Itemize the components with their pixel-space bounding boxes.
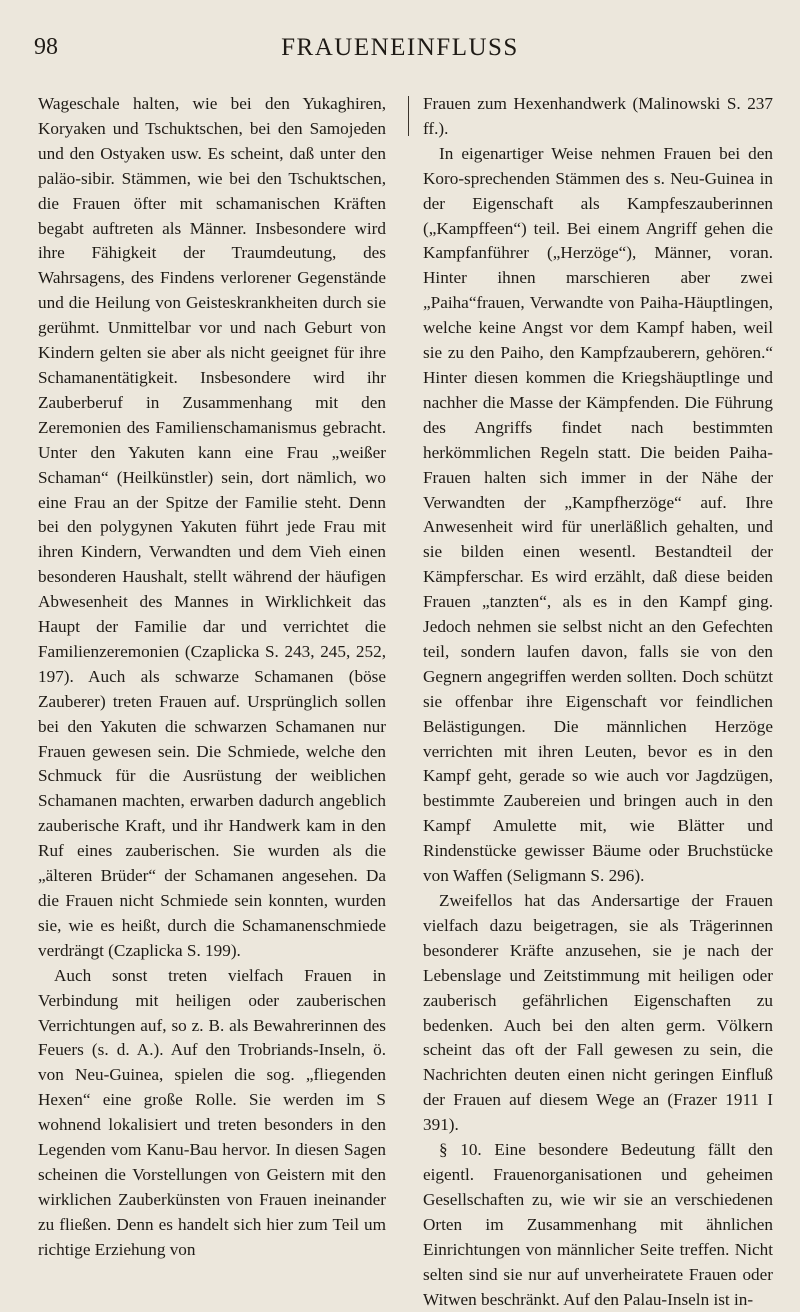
- paragraph: Zweifellos hat das Andersartige der Frauen vielfach dazu beigetragen, sie als Trägerinnen besonderer Kräfte anzusehen, sie je nach der Lebenslage und Zeitstimmung mit heiligen oder zauberisch gefährlichen Eigenschaften zu bedenken. Auch bei den alten germ. Völkern scheint das oft der Fall gewesen zu sein, die Nachrichten deuten einen nicht geringen Einfluß der Frauen auf diesem Wege an (Frazer 1911 I 391).: [423, 891, 773, 1135]
- right-column: [423, 92, 773, 1312]
- paragraph: § 10. Eine besondere Bedeutung fällt den eigentl. Frauenorganisationen und geheimen Gesellschaften zu, wie wir sie an verschiedenen Orten im Zusammenhang mit ähnlichen Einrichtungen von männlicher Seite treffen. Nicht selten sind sie nur auf unverheiratete Frauen oder Witwen beschränkt. Auf den Palau-Inseln ist in-: [423, 1140, 773, 1309]
- paragraph: In eigenartiger Weise nehmen Frauen bei den Koro-sprechenden Stämmen des s. Neu-Guinea in der Eigenschaft als Kampfeszauberinnen („Kampffeen“) teil. Bei einem Angriff gehen die Kampfanführer („Herzöge“), Männer, voran. Hinter ihnen marschieren aber zwei „Paiha“frauen, Verwandte von Paiha-Häuptlingen, welche keine Angst vor dem Kampf haben, weil sie zu den Paiho, den Kampfzauberern, gehören.“ Hinter diesen kommen die Kriegshäuptlinge und nachher die Masse der Kämpfenden. Die Führung des Angriffs findet nach bestimmten herkömmlichen Regeln statt. Die beiden Paiha-Frauen halten sich immer in der Nähe der Verwandten der „Kampfherzöge“ auf. Ihre Anwesenheit wird für unerläßlich gehalten, und sie bilden einen wesentl. Bestandteil der Kämpferschar. Es wird erzählt, daß diese beiden Frauen „tanzten“, als es in den Kampf ging. Jedoch nehmen sie selbst nicht an den Gefechten teil, sondern laufen davon, falls sie von den Gegnern angegriffen werden sollten. Doch schützt sie offenbar ihre Eigenschaft vor feindlichen Belästigungen. Die männlichen Herzöge verrichten mit ihren Leuten, bevor es in den Kampf geht, gerade so wie auch vor Jagdzügen, bestimmte Zaubereien und bringen auch in den Kampf Amulette mit, wie Blätter und Rindenstücke gewisser Bäume oder Bruchstücke von Waffen (Seligmann S. 296).: [423, 143, 773, 886]
- left-column: [38, 92, 386, 1263]
- paragraph: Auch sonst treten vielfach Frauen in Verbindung mit heiligen oder zauberischen Verrichtungen auf, so z. B. als Bewahrerinnen des Feuers (s. d. A.). Auf den Trobriands-Inseln, ö. von Neu-Guinea, spielen die sog. „fliegenden Hexen“ eine große Rolle. Sie werden im S wohnend lokalisiert und treten besonders in den Legenden vom Kanu-Bau hervor. In diesen Sagen scheinen die Vorstellungen von Geistern mit den wirklichen Zauberkünsten von Frauen ineinander zu fließen. Denn es handelt sich hier zum Teil um richtige Erziehung von: [38, 965, 386, 1259]
- running-title: FRAUENEINFLUSS: [281, 34, 519, 61]
- column-divider: [408, 96, 409, 136]
- paragraph: Wageschale halten, wie bei den Yukaghiren, Koryaken und Tschuktschen, bei den Samojeden und den Ostyaken usw. Es scheint, daß unter den paläo-sibir. Stämmen, wie bei den Tschuktschen, die Frauen öfter mit schamanischen Kräften begabt auftreten als Männer. Insbesondere wird ihre Fähigkeit der Traumdeutung, des Wahrsagens, des Findens verlorener Gegenstände und die Heilung von Geisteskrankheiten durch sie gerühmt. Unmittelbar vor und nach Geburt von Kindern gelten sie aber als nicht geeignet für ihre Schamanentätigkeit. Insbesondere wird ihr Zauberberuf in Zusammenhang mit den Zeremonien des Familienschamanismus gebracht. Unter den Yakuten kann eine Frau „weißer Schaman“ (Heilkünstler) sein, dort nämlich, wo eine Frau an der Spitze der Familie steht. Denn bei den polygynen Yakuten führt jede Frau mit ihren Kindern, Verwandten und dem Vieh einen besonderen Haushalt, stellt während der häufigen Abwesenheit des Mannes in Wirklichkeit das Haupt der Familie dar und verrichtet die Familienzeremonien (Czaplicka S. 243, 245, 252, 197). Auch als schwarze Schamanen (böse Zauberer) treten Frauen auf. Ursprünglich sollen bei den Yakuten die schwarzen Schamanen nur Frauen gewesen sein. Die Schmiede, welche den Schmuck für die Ausrüstung der weiblichen Schamanen machten, erwarben dadurch angeblich zauberische Kraft, und ihr Handwerk kam in den Ruf eines zauberischen. Sie wurden als die „älteren Brüder“ der Schamanen angesehen. Da die Frauen nicht Schmiede sein konnten, wurden sie, wie es heißt, durch die Schamanenschmiede verdrängt (Czaplicka S. 199).: [38, 94, 386, 960]
- page-number: 98: [34, 34, 58, 60]
- paragraph: Frauen zum Hexenhandwerk (Malinowski S. 237 ff.).: [423, 94, 773, 138]
- page-header: [28, 28, 772, 64]
